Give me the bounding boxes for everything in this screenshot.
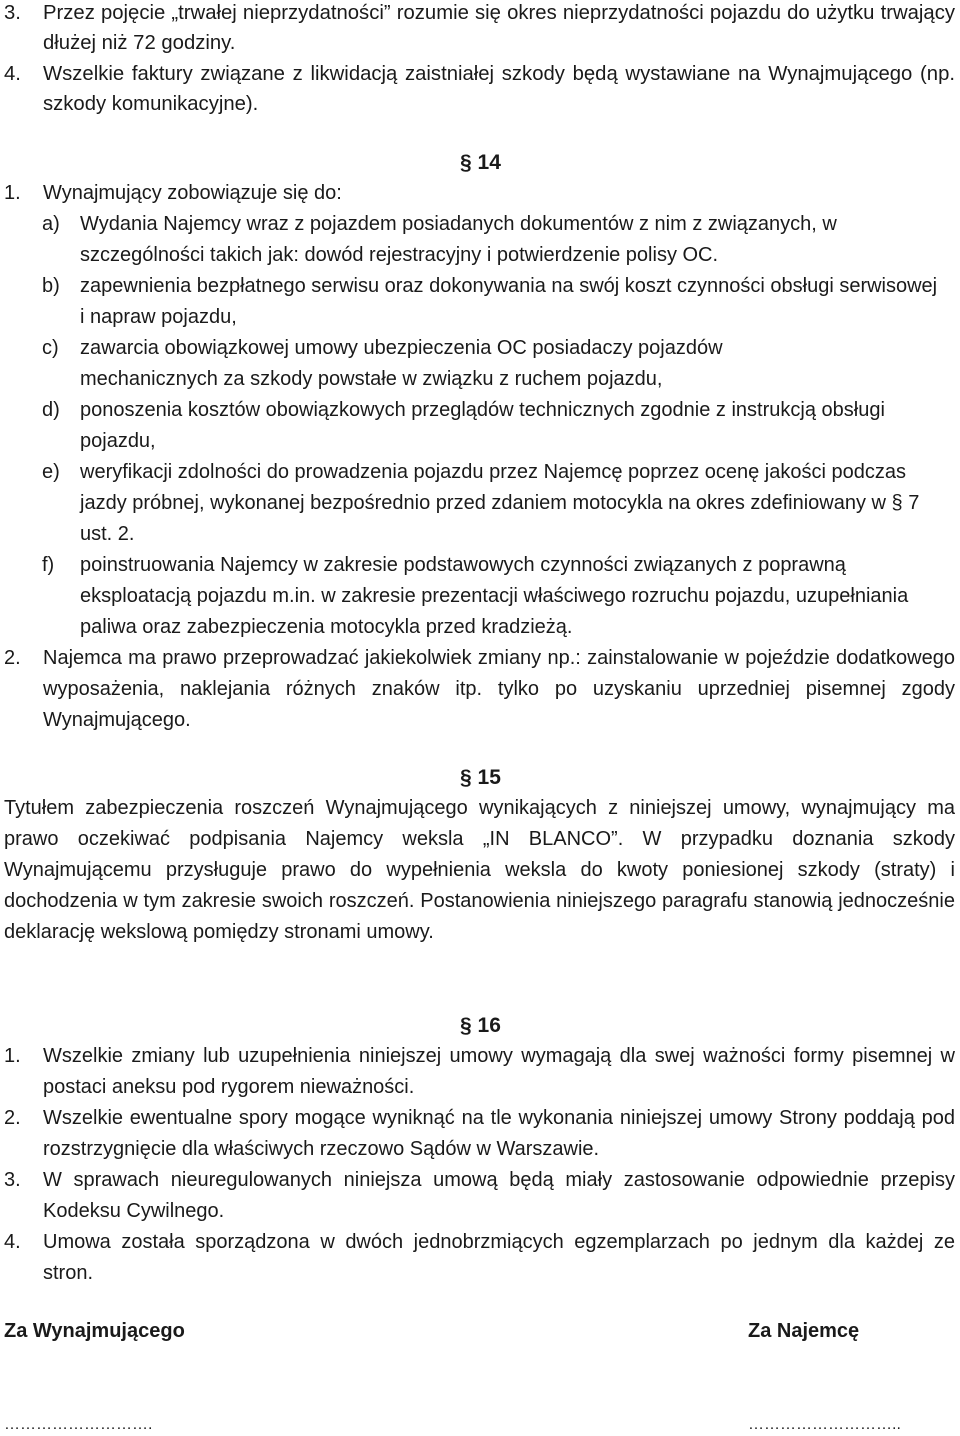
list: [0, 1041, 955, 1289]
signature-label-lessee: Za Najemcę: [748, 1320, 860, 1342]
section-16: [0, 1010, 955, 1289]
list-item: [0, 59, 955, 119]
item-text: Wszelkie faktury związane z likwidacją zaistniałej szkody będą wystawiane na Wynajmującego (np. szkody komunikacyjne).: [43, 63, 955, 115]
sub-list: [0, 209, 955, 643]
section-14: [0, 147, 955, 736]
item-text: Najemca ma prawo przeprowadzać jakiekolwiek zmiany np.: zainstalowanie w pojeździe dodatkowego wyposażenia, naklejania różnych znaków itp. tylko po uzyskaniu uprzedniej pisemnej zgody Wynajmującego.: [43, 647, 955, 731]
signature-label-lessor: Za Wynajmującego: [4, 1320, 185, 1342]
sub-item-label: e): [42, 461, 60, 483]
item-number: 2.: [4, 647, 21, 669]
sub-item-text: poinstruowania Najemcy w zakresie podstawowych czynności związanych z poprawną eksploatacją pojazdu m.in. w zakresie prezentacji właściwego rozruchu pojazdu, uzupełniania paliwa oraz zabezpieczenia motocykla przed kradzieżą.: [80, 554, 909, 638]
sub-item-label: d): [42, 399, 60, 421]
item-text: Wszelkie zmiany lub uzupełnienia niniejszej umowy wymagają dla swej ważności formy pisemnej w postaci aneksu pod rygorem nieważności.: [43, 1045, 955, 1098]
sub-item-label: c): [42, 337, 59, 359]
list-item: [0, 178, 955, 209]
sub-item: [0, 395, 955, 457]
sub-item: [0, 271, 955, 333]
list-item: [0, 0, 955, 58]
item-number: 1.: [4, 182, 21, 204]
paragraph: [0, 793, 955, 948]
item-text: W sprawach nieuregulowanych niniejsza umową będą miały zastosowanie odpowiednie przepisy Kodeksu Cywilnego.: [43, 1169, 955, 1222]
sub-item: [0, 550, 955, 643]
item-number: 4.: [4, 63, 21, 85]
sub-item-label: f): [42, 554, 55, 576]
item-number: 3.: [4, 1169, 21, 1191]
section-heading: [0, 762, 955, 793]
section-15: [0, 762, 955, 948]
signature-line-lessor: ……………………….: [4, 1416, 153, 1433]
list-item: [0, 1103, 955, 1165]
list-item: [0, 1041, 955, 1103]
sub-item-label: b): [42, 275, 60, 297]
item-text: Wszelkie ewentualne spory mogące wyniknąć na tle wykonania niniejszej umowy Strony poddają pod rozstrzygnięcie dla właściwych rzeczowo Sądów w Warszawie.: [43, 1107, 955, 1160]
sub-item-text: ponoszenia kosztów obowiązkowych przeglądów technicznych zgodnie z instrukcją obsługi pojazdu,: [80, 399, 885, 452]
sub-item-text: zawarcia obowiązkowej umowy ubezpieczenia OC posiadaczy pojazdów mechanicznych za szkody powstałe w związku z ruchem pojazdu,: [80, 337, 723, 390]
paragraph-text: Tytułem zabezpieczenia roszczeń Wynajmującego wynikających z niniejszej umowy, wynajmujący ma prawo oczekiwać podpisania Najemcy weksla „IN BLANCO”. W przypadku doznania szkody Wynajmującemu przysługuje prawo do wypełnienia weksla do kwoty poniesionej szkody (straty) i dochodzenia w tym zakresie swoich roszczeń. Postanowienia niniejszego paragrafu stanowią jednocześnie deklarację wekslową pomiędzy stronami umowy.: [4, 797, 955, 943]
section-heading-text: § 16: [460, 1014, 501, 1037]
item-text: Umowa została sporządzona w dwóch jednobrzmiących egzemplarzach po jednym dla każdej ze stron.: [43, 1231, 955, 1284]
item-number: 3.: [4, 2, 21, 24]
item-number: 1.: [4, 1045, 21, 1067]
list-item: [0, 643, 955, 736]
item-text: Wynajmujący zobowiązuje się do:: [43, 182, 342, 204]
signature-line-lessee: ………………………..: [748, 1416, 901, 1433]
section-heading: [0, 147, 955, 178]
section-heading: [0, 1010, 955, 1041]
item-number: 2.: [4, 1107, 21, 1129]
item-text: Przez pojęcie „trwałej nieprzydatności” rozumie się okres nieprzydatności pojazdu do użytku trwający dłużej niż 72 godziny.: [43, 2, 955, 54]
sub-item-text: zapewnienia bezpłatnego serwisu oraz dokonywania na swój koszt czynności obsługi serwisowej i napraw pojazdu,: [80, 275, 938, 328]
item-number: 4.: [4, 1231, 21, 1253]
sub-item: [0, 457, 955, 550]
sub-item: [0, 209, 955, 271]
list-item: [0, 1165, 955, 1227]
top-list: [0, 0, 955, 119]
sub-item: [0, 333, 955, 395]
section-heading-text: § 15: [460, 766, 501, 789]
section-heading-text: § 14: [460, 151, 501, 174]
sub-item-text: Wydania Najemcy wraz z pojazdem posiadanych dokumentów z nim z związanych, w szczególności takich jak: dowód rejestracyjny i potwierdzenie polisy OC.: [80, 213, 837, 266]
sub-item-text: weryfikacji zdolności do prowadzenia pojazdu przez Najemcę poprzez ocenę jakości podczas jazdy próbnej, wykonanej bezpośrednio przed zdaniem motocykla na okres zdefiniowany w § 7 ust. 2.: [80, 461, 920, 545]
list-item: [0, 1227, 955, 1289]
sub-item-label: a): [42, 213, 60, 235]
